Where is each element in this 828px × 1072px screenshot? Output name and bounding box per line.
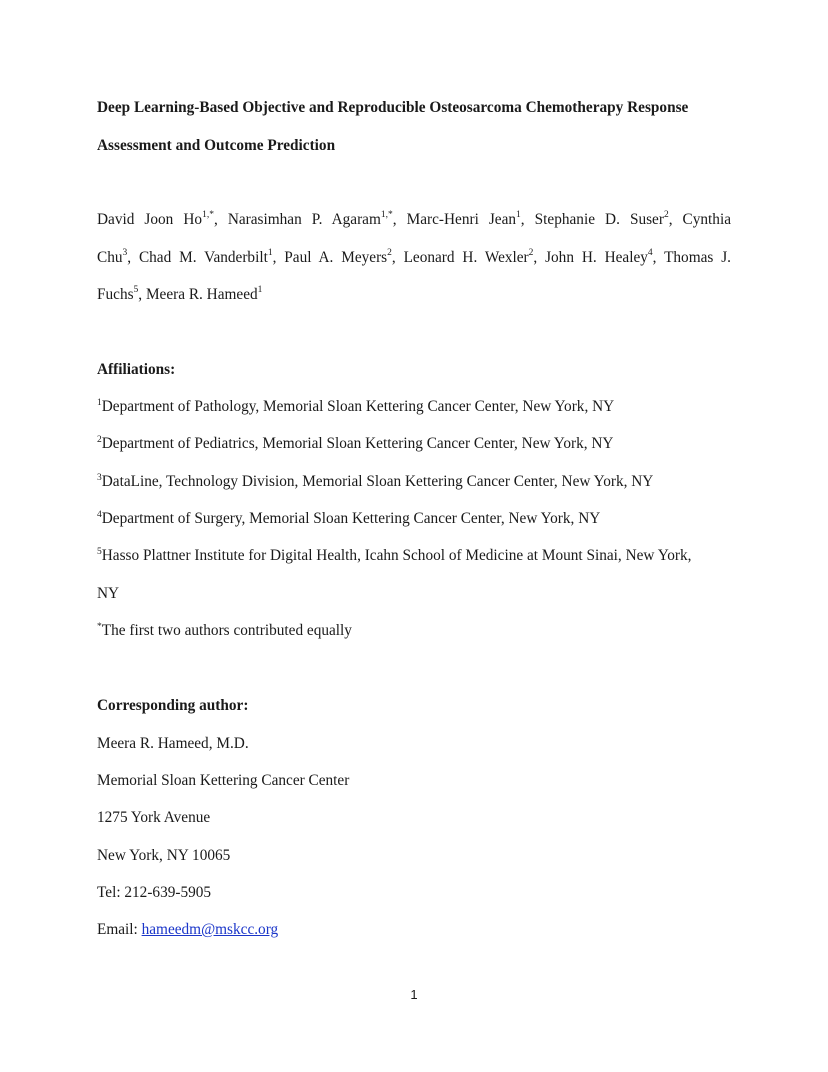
- corresponding-name: Meera R. Hameed, M.D.: [97, 735, 249, 752]
- corresponding-city: New York, NY 10065: [97, 847, 231, 864]
- author-name: , Leonard H. Wexler: [391, 249, 529, 266]
- affiliation-item: [97, 509, 600, 531]
- affiliation-text: Hasso Plattner Institute for Digital Health, Icahn School of Medicine at Mount Sinai, New York,: [101, 547, 692, 564]
- affiliation-marker: 2: [528, 247, 534, 258]
- affiliation-marker: 1: [516, 209, 521, 220]
- affiliation-continuation: NY: [97, 585, 120, 602]
- author-name: , Cynthia: [668, 211, 731, 228]
- author-name: , Narasimhan P. Agaram: [213, 211, 381, 228]
- page-number: 1: [410, 987, 418, 1002]
- title-line-2: Assessment and Outcome Prediction: [97, 137, 336, 154]
- affiliation-marker: 1: [267, 247, 273, 258]
- email-link[interactable]: hameedm@mskcc.org: [141, 921, 279, 938]
- affiliation-number: 4: [97, 510, 102, 520]
- author-name: Fuchs: [97, 286, 134, 303]
- author-name: , Meera R. Hameed: [138, 286, 258, 303]
- author-name: , Thomas J.: [652, 249, 731, 266]
- affiliation-text: Department of Surgery, Memorial Sloan Kettering Cancer Center, New York, NY: [101, 510, 601, 527]
- corresponding-email-line: [97, 920, 278, 940]
- author-name: , Paul A. Meyers: [272, 249, 388, 266]
- affiliation-marker: 1: [257, 284, 263, 295]
- affiliations-heading: Affiliations:: [97, 361, 176, 378]
- affiliation-number: 3: [97, 473, 102, 483]
- corresponding-street: 1275 York Avenue: [97, 809, 211, 826]
- author-line-3: [97, 285, 262, 305]
- author-name: , Stephanie D. Suser: [520, 211, 664, 228]
- affiliation-item: [97, 397, 614, 419]
- equal-contribution-note: [97, 621, 352, 643]
- affiliation-item: [97, 434, 613, 456]
- author-line-1: [97, 210, 731, 230]
- affiliation-item: [97, 546, 691, 568]
- note-text: The first two authors contributed equally: [101, 622, 352, 639]
- title-line-1: Deep Learning-Based Objective and Reproducible Osteosarcoma Chemotherapy Response: [97, 99, 689, 116]
- affiliation-item: [97, 472, 653, 494]
- corresponding-tel: Tel: 212-639-5905: [97, 884, 212, 901]
- affiliation-marker: 2: [387, 247, 392, 258]
- author-name: , Marc-Henri Jean: [392, 211, 517, 228]
- note-marker: *: [97, 622, 102, 632]
- corresponding-heading: Corresponding author:: [97, 697, 249, 714]
- affiliation-marker: 1,*: [380, 209, 393, 220]
- email-label: Email:: [97, 921, 142, 938]
- affiliation-number: 1: [97, 398, 102, 408]
- affiliation-text: DataLine, Technology Division, Memorial Sloan Kettering Cancer Center, New York, NY: [101, 473, 654, 490]
- affiliation-text: Department of Pathology, Memorial Sloan Kettering Cancer Center, New York, NY: [101, 398, 615, 415]
- affiliation-text: Department of Pediatrics, Memorial Sloan Kettering Cancer Center, New York, NY: [101, 435, 614, 452]
- author-name: , Chad M. Vanderbilt: [127, 249, 268, 266]
- affiliation-marker: 1,*: [202, 209, 214, 220]
- corresponding-institution: Memorial Sloan Kettering Cancer Center: [97, 772, 350, 789]
- affiliation-number: 2: [97, 435, 102, 445]
- author-name: David Joon Ho: [97, 211, 203, 228]
- author-name: , John H. Healey: [533, 249, 648, 266]
- author-line-2: [97, 248, 731, 268]
- affiliation-marker: 5: [133, 284, 139, 295]
- author-name: Chu: [97, 249, 123, 266]
- affiliation-marker: 2: [663, 209, 669, 220]
- affiliation-marker: 4: [647, 247, 653, 258]
- affiliation-marker: 3: [122, 247, 128, 258]
- affiliation-number: 5: [97, 547, 102, 557]
